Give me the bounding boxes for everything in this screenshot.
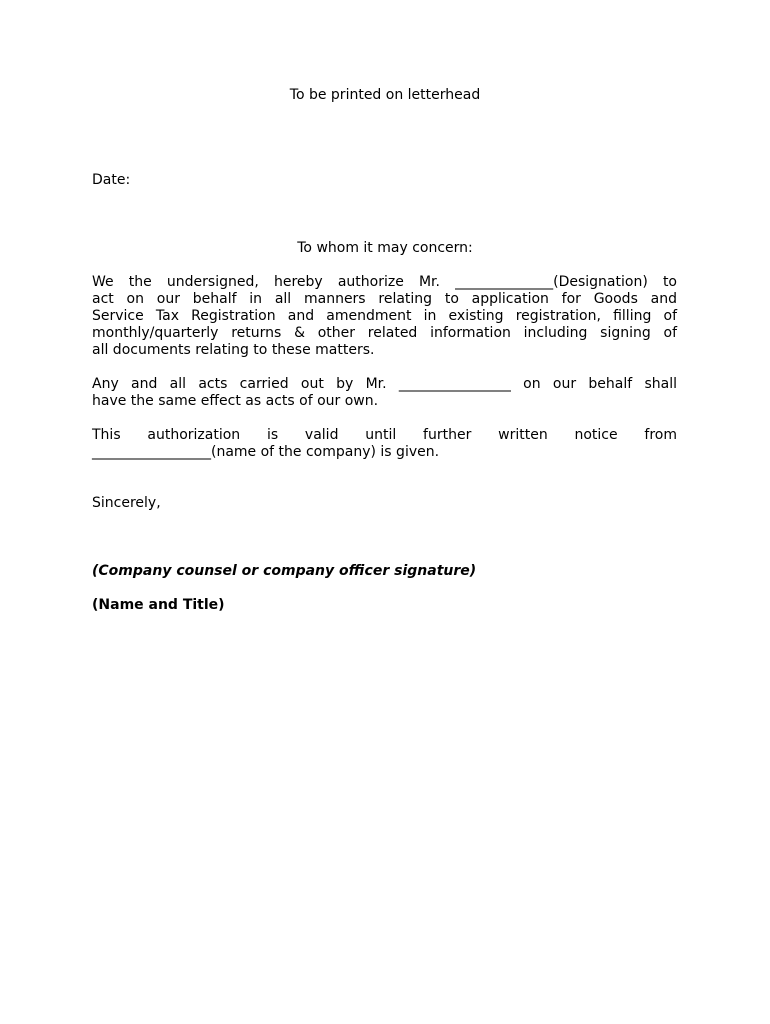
closing: Sincerely, bbox=[92, 495, 161, 511]
name-title-label: (Name and Title) bbox=[92, 597, 225, 613]
paragraph-line: _________________(name of the company) is given. bbox=[92, 444, 440, 460]
paragraph-line: Service Tax Registration and amendment in existing registration, filling of bbox=[92, 308, 677, 324]
paragraph-line: have the same effect as acts of our own. bbox=[92, 393, 379, 409]
salutation: To whom it may concern: bbox=[297, 240, 473, 256]
paragraph-line: This authorization is valid until further written notice from bbox=[92, 427, 677, 443]
signature-label: (Company counsel or company officer signature) bbox=[92, 563, 477, 579]
paragraph-line: all documents relating to these matters. bbox=[92, 342, 375, 358]
paragraph-line: act on our behalf in all manners relating to application for Goods and bbox=[92, 291, 677, 307]
paragraph-line: Any and all acts carried out by Mr. ________________ on our behalf shall bbox=[92, 376, 677, 392]
paragraph-line: We the undersigned, hereby authorize Mr. ______________(Designation) to bbox=[92, 274, 677, 290]
paragraph-line: monthly/quarterly returns & other related information including signing of bbox=[92, 325, 677, 341]
letterhead-note: To be printed on letterhead bbox=[289, 87, 481, 103]
date-label: Date: bbox=[92, 172, 131, 188]
